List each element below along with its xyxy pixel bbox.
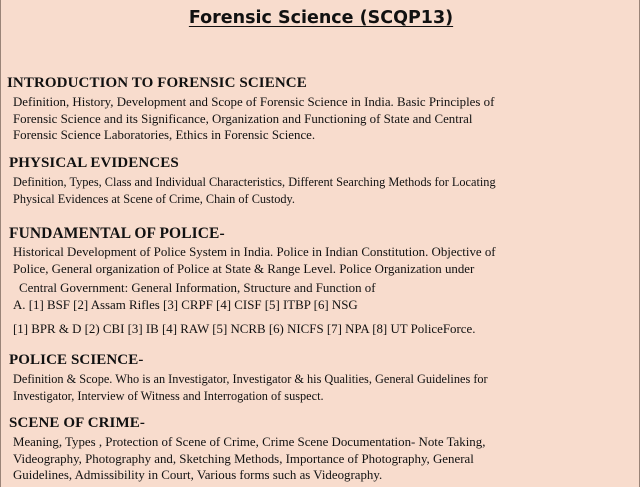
section-text-line: Definition & Scope. Who is an Investigator, Investigator & his Qualities, General Guidelines for — [13, 372, 488, 386]
section-text-line: Meaning, Types , Protection of Scene of Crime, Crime Scene Documentation- Note Taking, — [13, 435, 486, 449]
section-heading: FUNDAMENTAL OF POLICE- — [9, 225, 225, 242]
section-text-line: Definition, History, Development and Scope of Forensic Science in India. Basic Principles of — [13, 95, 495, 109]
section-text-line: [1] BPR & D [2) CBI [3] IB [4] RAW [5] NCRB [6) NICFS [7] NPA [8] UT PoliceForce. — [13, 322, 476, 336]
section-heading: PHYSICAL EVIDENCES — [9, 155, 179, 171]
document-title: Forensic Science (SCQP13) — [188, 8, 454, 28]
section-text-line: Physical Evidences at Scene of Crime, Chain of Custody. — [13, 191, 295, 206]
section-text-line: Forensic Science Laboratories, Ethics in Forensic Science. — [13, 128, 316, 142]
section-text-line: A. [1] BSF [2] Assam Rifles [3] CRPF [4] CISF [5] ITBP [6] NSG — [13, 297, 358, 312]
section-police-science — [1, 352, 640, 404]
section-fundamental-of-police — [1, 225, 640, 338]
section-heading: POLICE SCIENCE- — [9, 352, 144, 368]
section-text-line: Forensic Science and its Significance, Organization and Functioning of State and Central — [13, 111, 473, 126]
section-introduction — [1, 75, 640, 144]
section-physical-evidences — [1, 155, 640, 207]
section-text-line: Central Government: General Information, Structure and Function of — [19, 281, 376, 295]
section-scene-of-crime — [1, 415, 640, 484]
section-text-line: Videography, Photography and, Sketching Methods, Importance of Photography, General — [13, 451, 474, 466]
section-heading: INTRODUCTION TO FORENSIC SCIENCE — [7, 75, 307, 91]
section-text-line: Definition, Types, Class and Individual Characteristics, Different Searching Methods for Locating — [13, 175, 496, 189]
section-text-line: Police, General organization of Police at State & Range Level. Police Organization under — [13, 261, 475, 276]
section-text-line: Investigator, Interview of Witness and Interrogation of suspect. — [13, 388, 324, 403]
section-text-line: Guidelines, Admissibility in Court, Various forms such as Videography. — [13, 468, 383, 482]
section-heading: SCENE OF CRIME- — [9, 415, 145, 431]
section-text-line: Historical Development of Police System in India. Police in Indian Constitution. Objective of — [13, 245, 496, 259]
